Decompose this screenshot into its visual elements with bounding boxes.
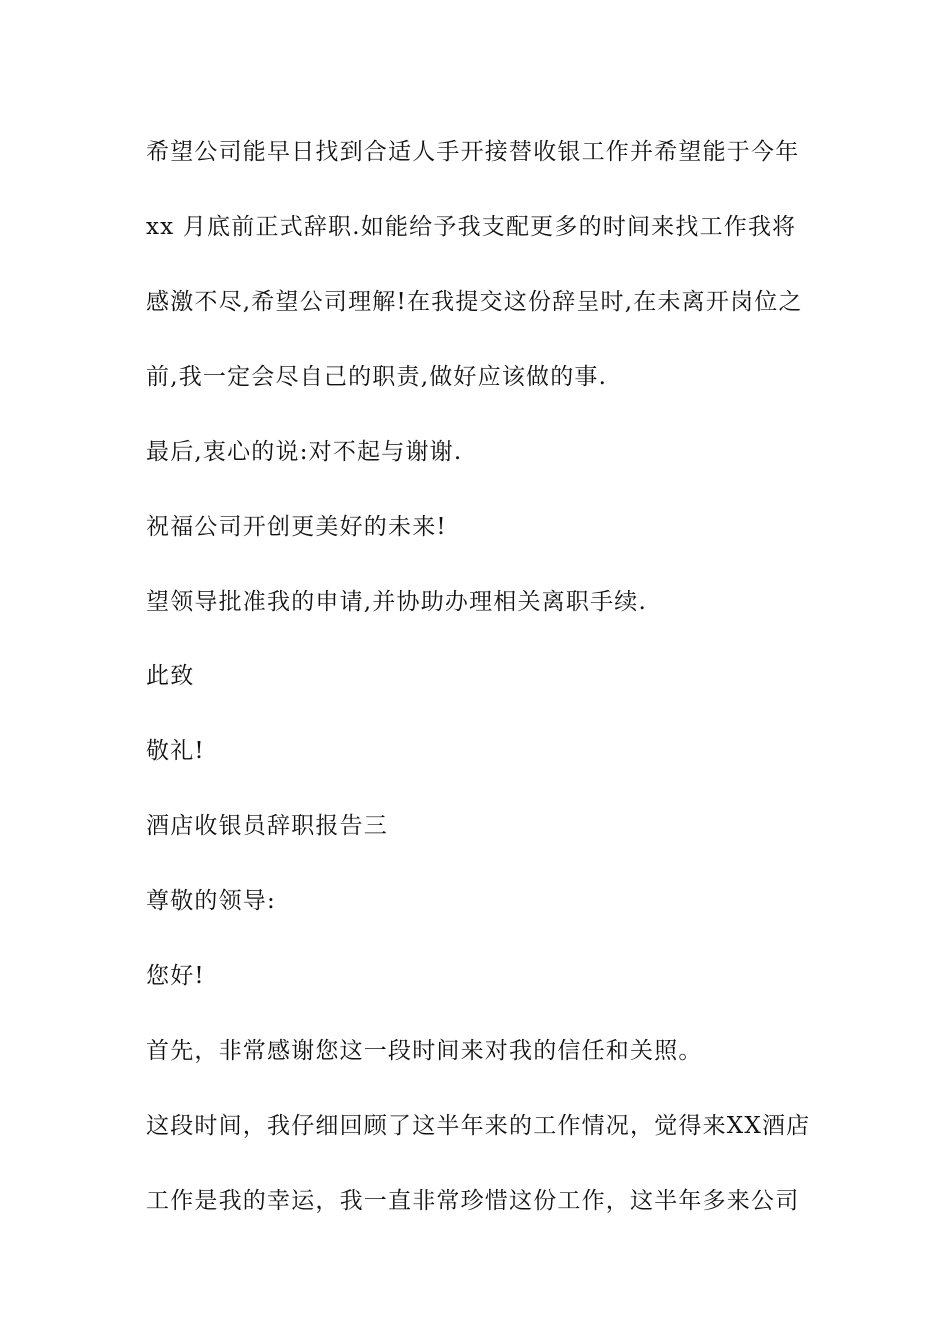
greeting-addressee: 尊敬的领导: xyxy=(146,888,276,914)
paragraph-line: 最后,衷心的说:对不起与谢谢. xyxy=(146,439,463,465)
paragraph-line: 希望公司能早日找到合适人手开接替收银工作并希望能于今年 xyxy=(146,139,800,165)
paragraph-line: 首先，非常感谢您这一段时间来对我的信任和关照。 xyxy=(146,1038,703,1064)
section-title: 酒店收银员辞职报告三 xyxy=(146,813,388,839)
closing-regards: 敬礼! xyxy=(146,738,205,764)
paragraph-line: 前,我一定会尽自己的职责,做好应该做的事. xyxy=(146,364,608,390)
paragraph-line: 祝福公司开创更美好的未来! xyxy=(146,514,447,540)
greeting: 您好! xyxy=(146,963,205,989)
paragraph-line: 这段时间，我仔细回顾了这半年来的工作情况，觉得来XX酒店 xyxy=(146,1113,811,1139)
paragraph-line: 望领导批准我的申请,并协助办理相关离职手续. xyxy=(146,589,648,615)
paragraph-line: 感激不尽,希望公司理解!在我提交这份辞呈时,在未离开岗位之 xyxy=(146,289,803,315)
closing-salutation: 此致 xyxy=(146,663,195,689)
paragraph-line: xx 月底前正式辞职.如能给予我支配更多的时间来找工作我将 xyxy=(146,214,797,240)
paragraph-line: 工作是我的幸运，我一直非常珍惜这份工作，这半年多来公司 xyxy=(146,1188,800,1214)
